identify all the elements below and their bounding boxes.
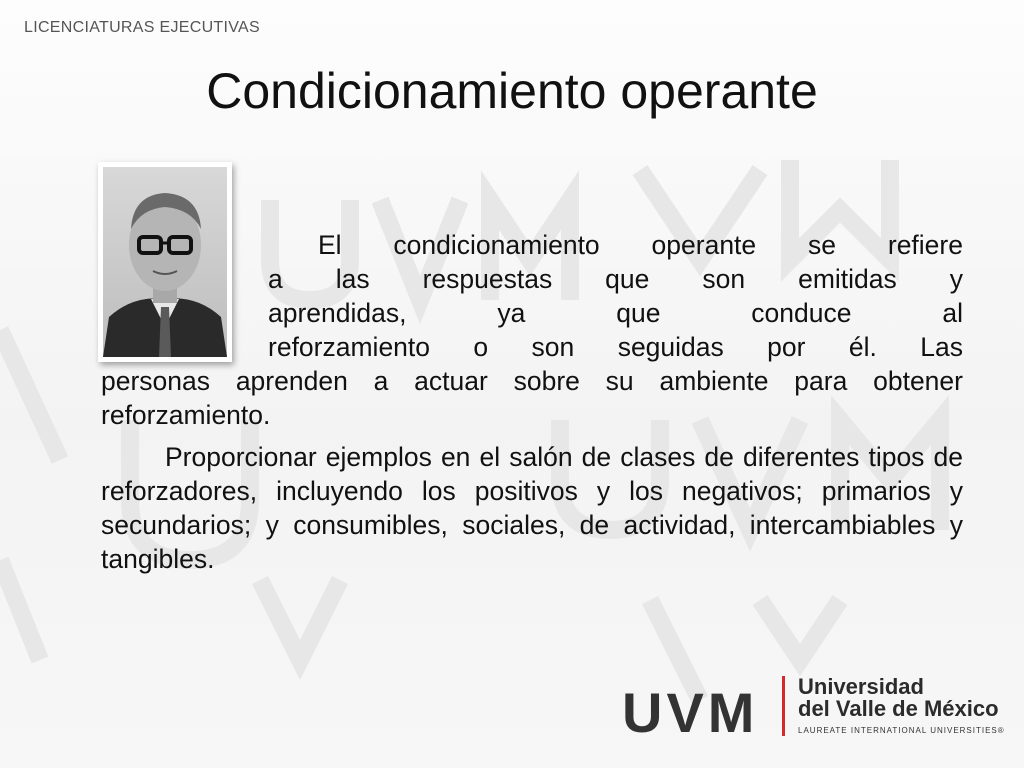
university-name-line2: del Valle de México <box>798 696 999 721</box>
university-name <box>798 676 999 720</box>
university-name-line1: Universidad <box>798 674 924 699</box>
uvm-logo-mark: UVM <box>622 681 759 744</box>
laureate-tagline: LAUREATE INTERNATIONAL UNIVERSITIES® <box>798 726 1005 735</box>
paragraph-line: a las respuestas que son emitidas y <box>268 264 963 294</box>
program-label: LICENCIATURAS EJECUTIVAS <box>24 19 260 36</box>
paragraph-line: El condicionamiento operante se refiere <box>318 230 963 260</box>
paragraph-line: reforzamiento o son seguidas por él. Las <box>268 332 963 362</box>
slide-body <box>101 228 963 576</box>
paragraph-operant-definition <box>101 228 963 432</box>
uvm-logo <box>622 672 1005 744</box>
slide-title: Condicionamiento operante <box>206 63 818 119</box>
paragraph-rest: personas aprenden a actuar sobre su ambiente para obtener reforzamiento. <box>101 366 963 430</box>
paragraph-line: aprendidas, ya que conduce al <box>268 298 963 328</box>
logo-divider <box>782 676 785 736</box>
paragraph-reinforcer-examples: Proporcionar ejemplos en el salón de clases de diferentes tipos de reforzadores, incluyendo los positivos y los negativos; primarios y secundarios; y consumibles, sociales, de actividad, intercambiables y tangibles. <box>101 442 963 574</box>
